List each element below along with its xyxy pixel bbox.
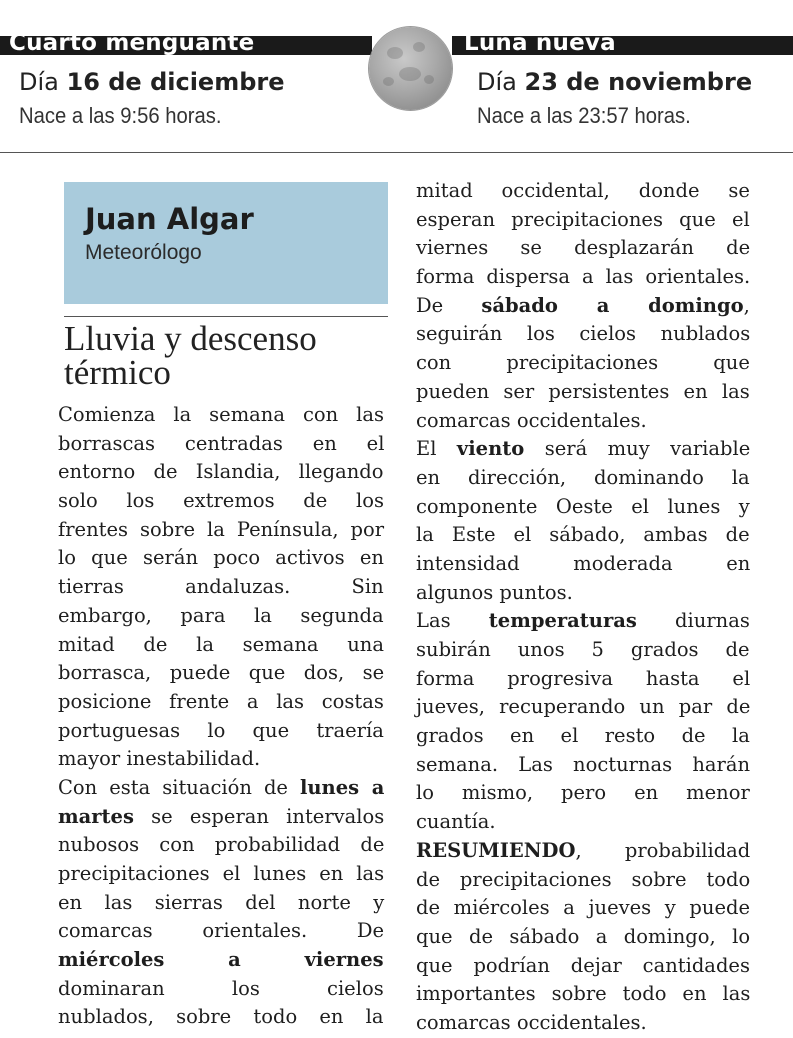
text-run: entorno de Islandia, llegando — [58, 460, 384, 484]
text-run: intensidad moderada en — [416, 551, 751, 575]
article-line — [58, 774, 384, 803]
moon-icon — [369, 27, 452, 110]
article-line — [58, 659, 384, 688]
text-run: embargo, para la segunda — [58, 603, 384, 627]
moonrise-time: Nace a las 23:57 horas. — [477, 103, 691, 128]
text-run: precipitaciones el lunes en las — [58, 862, 385, 885]
author-role: Meteorólogo — [85, 241, 202, 264]
article-line — [58, 631, 384, 660]
text-run: posicione frente a las costas — [58, 689, 384, 713]
article-line — [416, 464, 750, 493]
article-line — [58, 946, 384, 975]
text-run: que podrían dejar cantidades — [416, 953, 750, 977]
article-line — [416, 607, 750, 636]
text-run: esperan precipitaciones que el — [416, 207, 750, 231]
article-line — [416, 320, 750, 349]
article-line — [416, 636, 750, 665]
text-run: , — [743, 293, 750, 317]
text-run: portuguesas lo que traería — [58, 718, 384, 742]
title-divider — [64, 316, 388, 317]
text-run: cuantía. — [416, 810, 496, 834]
article-line — [58, 1003, 384, 1032]
article-line — [416, 1009, 750, 1038]
text-run: solo los extremos de los — [58, 489, 384, 513]
moon-phase-title: Luna nueva — [464, 30, 616, 55]
article-line — [58, 860, 384, 889]
bold-text: sábado a domingo — [481, 293, 744, 317]
text-run: la Este el sábado, ambas de — [416, 523, 750, 547]
text-run: algunos puntos. — [416, 580, 573, 604]
header-divider — [0, 152, 793, 153]
article-line — [58, 487, 384, 516]
article-line — [416, 693, 750, 722]
text-run: será muy variable — [524, 437, 751, 461]
day-prefix: Día — [19, 68, 59, 96]
text-run: tierras andaluzas. Sin — [58, 575, 384, 599]
text-run: lo que serán poco activos en — [58, 546, 384, 570]
article-body-left-column — [58, 401, 384, 1032]
article-line — [58, 889, 384, 918]
text-run: comarcas occidentales. — [416, 1010, 647, 1034]
article-body-right-column — [416, 177, 750, 1038]
article-title: Lluvia y descenso térmico — [64, 319, 317, 392]
article-line — [58, 602, 384, 631]
text-run: en las sierras del norte y — [58, 890, 385, 914]
text-run: con precipitaciones que — [416, 351, 750, 375]
date-value: 16 de diciembre — [66, 68, 285, 96]
article-line — [416, 980, 750, 1009]
text-run: dominaran los cielos — [58, 976, 384, 1000]
text-run: forma dispersa a las orientales. — [416, 265, 751, 289]
text-run: mayor inestabilidad. — [58, 747, 261, 771]
article-line — [58, 688, 384, 717]
text-run: lo mismo, pero en menor — [416, 781, 750, 805]
article-line — [416, 808, 750, 837]
article-line — [58, 745, 384, 774]
text-run: importantes sobre todo en las — [416, 982, 751, 1006]
article-line — [416, 493, 750, 522]
text-run: borrascas centradas en el — [58, 431, 385, 455]
text-run: Comienza la semana con las — [58, 403, 384, 426]
text-run: mitad de la semana una — [58, 632, 384, 656]
moon-phase-date — [477, 66, 752, 98]
article-line — [58, 917, 384, 946]
article-line — [416, 292, 750, 321]
text-run: comarcas orientales. De — [58, 919, 385, 943]
date-value: 23 de noviembre — [524, 68, 753, 96]
text-run: componente Oeste el lunes y — [416, 494, 750, 518]
article-line — [58, 573, 384, 602]
article-line — [416, 349, 750, 378]
article-line — [416, 665, 750, 694]
bold-text: viento — [456, 437, 525, 461]
article-line — [58, 717, 384, 746]
moonrise-time: Nace a las 9:56 horas. — [19, 103, 222, 128]
text-run: que de sábado a domingo, lo — [416, 924, 751, 948]
article-line — [58, 458, 384, 487]
text-run: El — [416, 437, 457, 461]
article-line — [416, 378, 750, 407]
bold-text: RESUMIENDO — [416, 838, 576, 862]
text-run: semana. Las nocturnas harán — [416, 752, 751, 776]
article-line — [416, 923, 750, 952]
text-run: grados en el resto de la — [416, 724, 750, 748]
article-line — [416, 435, 750, 464]
text-run: jueves, recuperando un par de — [416, 695, 751, 719]
day-prefix: Día — [477, 68, 517, 96]
article-line — [416, 407, 750, 436]
text-run: Las — [416, 609, 489, 633]
text-run: viernes se desplazarán de — [416, 236, 751, 260]
text-run: pueden ser persistentes en las — [416, 379, 750, 403]
text-run: se esperan intervalos — [133, 804, 385, 828]
article-line — [416, 177, 750, 206]
article-line — [416, 952, 750, 981]
article-line — [416, 837, 750, 866]
author-name: Juan Algar — [85, 202, 254, 236]
text-run: en dirección, dominando la — [416, 465, 750, 489]
article-line — [58, 831, 384, 860]
article-line — [58, 803, 384, 832]
bold-text: martes — [58, 804, 134, 828]
article-line — [416, 263, 750, 292]
article-line — [58, 544, 384, 573]
article-line — [58, 516, 384, 545]
article-line — [416, 866, 750, 895]
text-run: frentes sobre la Península, por — [58, 517, 385, 541]
article-line — [58, 975, 384, 1004]
article-line — [416, 779, 750, 808]
text-run: subirán unos 5 grados de — [416, 638, 750, 661]
article-line — [416, 751, 750, 780]
bold-text: temperaturas — [488, 609, 637, 633]
text-run: de miércoles a jueves y puede — [416, 896, 751, 920]
bold-text: lunes a — [299, 775, 385, 799]
bold-text: miércoles a viernes — [58, 948, 384, 972]
article-line — [58, 430, 384, 459]
text-run: mitad occidental, donde se — [416, 179, 750, 202]
article-line — [416, 521, 750, 550]
article-line — [416, 722, 750, 751]
moon-phase-date — [19, 66, 285, 98]
text-run: , probabilidad — [575, 838, 751, 862]
text-run: seguirán los cielos nublados — [416, 322, 751, 346]
article-line — [416, 206, 750, 235]
text-run: nublados, sobre todo en la — [58, 1005, 384, 1029]
author-box — [64, 182, 388, 304]
article-line — [58, 401, 384, 430]
article-line — [416, 894, 750, 923]
article-line — [416, 234, 750, 263]
text-run: forma progresiva hasta el — [416, 666, 751, 690]
text-run: nubosos con probabilidad de — [58, 833, 385, 857]
article-line — [416, 579, 750, 608]
article-line — [416, 550, 750, 579]
text-run: comarcas occidentales. — [416, 408, 647, 432]
text-run: de precipitaciones sobre todo — [416, 867, 751, 891]
text-run: De — [416, 293, 482, 317]
text-run: diurnas — [636, 609, 750, 633]
text-run: Con esta situación de — [58, 775, 300, 799]
text-run: borrasca, puede que dos, se — [58, 661, 385, 685]
moon-phase-title: Cuarto menguante — [9, 30, 255, 55]
